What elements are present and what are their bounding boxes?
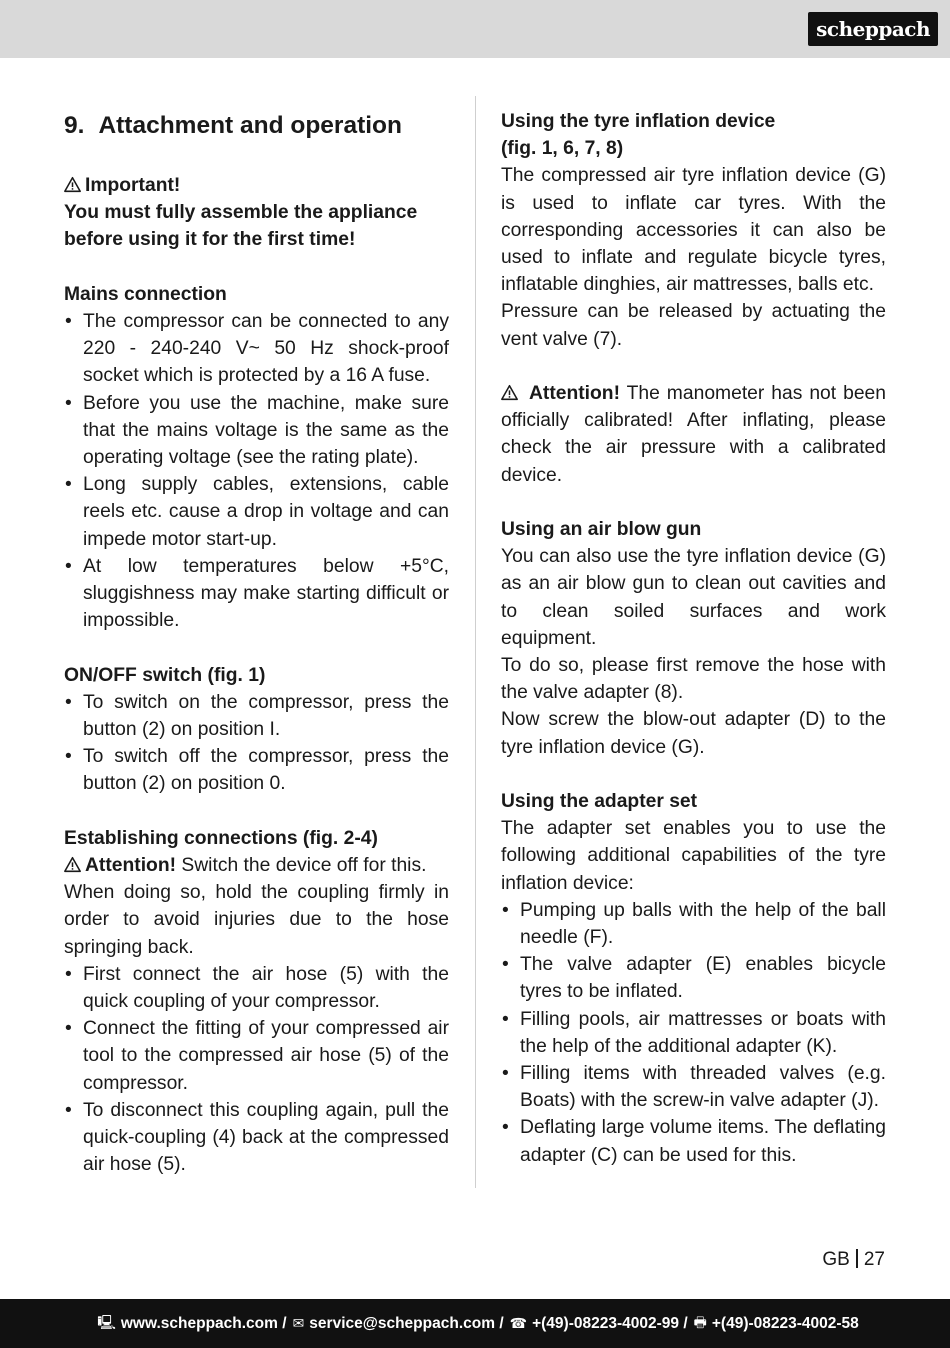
list-item: • At low temperatures below +5°C, sluggishness may make starting difficult or impossible.: [64, 553, 449, 635]
footer-email[interactable]: service@scheppach.com: [309, 1314, 496, 1332]
warning-icon: [64, 856, 81, 873]
blow-gun-heading: Using an air blow gun: [501, 519, 702, 541]
header-bar: [0, 0, 950, 58]
footer-separator: /: [499, 1314, 504, 1332]
important-text: You must fully assemble the appliance before using it for the first time!: [64, 202, 418, 251]
blow-gun-text-2: To do so, please first remove the hose with the valve adapter (8).: [501, 655, 886, 704]
footer-separator: /: [683, 1314, 688, 1332]
list-item: • To disconnect this coupling again, pull the quick-coupling (4) back at the compressed air hose (5).: [64, 1097, 449, 1179]
warning-icon: [64, 176, 81, 193]
list-item: • The valve adapter (E) enables bicycle tyres to be inflated.: [501, 951, 886, 1005]
adapter-text: The adapter set enables you to use the following additional capabilities of the tyre inflation device:: [501, 818, 886, 894]
blow-gun-text: You can also use the tyre inflation device (G) as an air blow gun to clean out cavities and to clean soiled surfaces and work equipment.: [501, 546, 886, 649]
tyre-text-2: Pressure can be released by actuating the vent valve (7).: [501, 301, 886, 350]
brand-logo-text: scheppach: [816, 17, 930, 41]
list-item: • Pumping up balls with the help of the ball needle (F).: [501, 897, 886, 951]
list-item: • First connect the air hose (5) with the quick coupling of your compressor.: [64, 961, 449, 1015]
important-label: Important!: [85, 175, 181, 196]
phone-icon: ☎: [509, 1315, 528, 1332]
footer-website[interactable]: www.scheppach.com: [120, 1314, 278, 1332]
list-item: • Filling items with threaded valves (e.g. Boats) with the screw-in valve adapter (J).: [501, 1060, 886, 1114]
footer-fax: +(49)-08223-4002-58: [711, 1314, 859, 1332]
footer-bar: [0, 1299, 950, 1348]
onoff-list: [64, 689, 449, 798]
list-item: • Deflating large volume items. The deflating adapter (C) can be used for this.: [501, 1114, 886, 1168]
list-item: • Before you use the machine, make sure that the mains voltage is the same as the operating voltage (see the rating plate).: [64, 390, 449, 472]
fax-icon: 🖶: [693, 1314, 707, 1331]
attention-label: Attention!: [528, 383, 620, 405]
mains-heading: Mains connection: [64, 283, 227, 305]
tyre-heading-figs: (fig. 1, 6, 7, 8): [501, 138, 624, 160]
footer-separator: /: [282, 1314, 287, 1332]
section-heading: [64, 108, 449, 144]
page-number-value: 27: [863, 1249, 885, 1270]
right-column: [501, 108, 886, 1169]
section-title: Attachment and operation: [98, 112, 402, 139]
column-divider: [475, 96, 476, 1188]
adapter-list: [501, 897, 886, 1169]
connections-text: When doing so, hold the coupling firmly in order to avoid injuries due to the hose springing back.: [64, 882, 449, 958]
onoff-heading: ON/OFF switch (fig. 1): [64, 664, 266, 686]
attention-label: Attention!: [85, 855, 177, 877]
tyre-heading: Using the tyre inflation device: [501, 111, 776, 132]
list-item: • The compressor can be connected to any 220 - 240-240 V~ 50 Hz shock-proof socket which is protected by a 16 A fuse.: [64, 308, 449, 390]
adapter-heading: Using the adapter set: [501, 791, 698, 813]
mains-list: [64, 308, 449, 634]
computer-icon: 🖳: [97, 1314, 116, 1331]
list-item: • Long supply cables, extensions, cable reels etc. cause a drop in voltage and can impede motor start-up.: [64, 471, 449, 553]
list-item: • Connect the fitting of your compressed air tool to the compressed air hose (5) of the compressor.: [64, 1015, 449, 1097]
left-column: [64, 108, 449, 1178]
connections-attention: [64, 852, 449, 879]
brand-logo: [808, 12, 938, 46]
list-item: • To switch on the compressor, press the button (2) on position I.: [64, 689, 449, 743]
important-heading: [64, 172, 449, 199]
attention-text: The manometer has not been officially calibrated! After inflating, please check the air pressure with a calibrated device.: [501, 383, 886, 486]
mail-icon: ✉: [292, 1315, 305, 1332]
page-language: GB: [822, 1249, 850, 1270]
footer-phone: +(49)-08223-4002-99: [532, 1314, 680, 1332]
attention-text: Switch the device off for this.: [181, 855, 427, 877]
section-number: 9.: [64, 112, 85, 139]
list-item: • To switch off the compressor, press the button (2) on position 0.: [64, 743, 449, 797]
blow-gun-text-3: Now screw the blow-out adapter (D) to the tyre inflation device (G).: [501, 709, 886, 758]
warning-icon: [501, 384, 518, 401]
connections-heading: Establishing connections (fig. 2-4): [64, 827, 378, 849]
tyre-text: The compressed air tyre inflation device (G) is used to inflate car tyres. With the corresponding accessories it can also be used to inflate and regulate bicycle tyres, inflatable dinghies, air mattresses, balls etc.: [501, 165, 886, 296]
list-item: • Filling pools, air mattresses or boats with the help of the additional adapter (K).: [501, 1006, 886, 1060]
connections-list: [64, 961, 449, 1179]
manometer-attention: [501, 380, 886, 489]
page-number: [822, 1247, 885, 1273]
